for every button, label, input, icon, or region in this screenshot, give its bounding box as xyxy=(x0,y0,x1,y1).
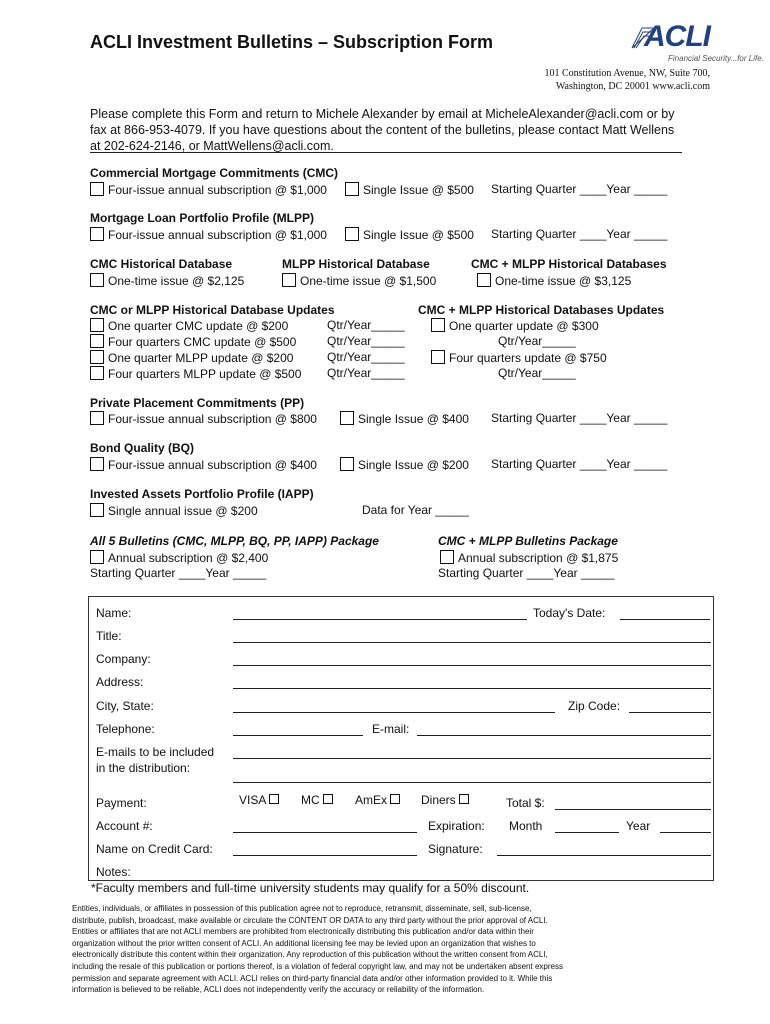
mlpp-starting-quarter[interactable]: Starting Quarter ____Year _____ xyxy=(491,227,668,241)
bq-single-option[interactable]: Single Issue @ $200 xyxy=(340,457,469,472)
checkbox[interactable] xyxy=(90,182,104,196)
city-state-label: City, State: xyxy=(96,699,154,713)
checkbox[interactable] xyxy=(345,227,359,241)
cmc-single-option[interactable]: Single Issue @ $500 xyxy=(345,182,474,197)
todays-date-field[interactable] xyxy=(620,619,710,620)
month-field[interactable] xyxy=(555,832,619,833)
emails-distribution-label-2: in the distribution: xyxy=(96,761,191,775)
qtr-year-field[interactable]: Qtr/Year_____ xyxy=(327,350,405,364)
disclaimer-line: information is believed to be reliable, ACLI does not independently verify the accuracy or reliability of the information. xyxy=(72,985,485,995)
pp-single-option[interactable]: Single Issue @ $400 xyxy=(340,411,469,426)
cmc-mlpp-package-start[interactable]: Starting Quarter ____Year _____ xyxy=(438,566,615,580)
disclaimer-line: organization without the prior written consent of ACLI. An additional licensing fee may be levied upon an organization that wishes to xyxy=(72,938,536,948)
checkbox[interactable] xyxy=(340,411,354,425)
mlpp-single-option[interactable]: Single Issue @ $500 xyxy=(345,227,474,242)
checkbox[interactable] xyxy=(90,227,104,241)
checkbox[interactable] xyxy=(459,794,469,804)
disclaimer-line: permission and separate agreement with ACLI. ACLI relies on third-party financial data and/or other information provided to it. While this xyxy=(72,973,553,983)
mlpp-annual-option[interactable]: Four-issue annual subscription @ $1,000 xyxy=(90,227,327,242)
total-label: Total $: xyxy=(506,796,545,810)
update-option-4[interactable]: Four quarters MLPP update @ $500 xyxy=(90,366,301,381)
acli-logo xyxy=(628,20,764,64)
checkbox[interactable] xyxy=(269,794,279,804)
checkbox[interactable] xyxy=(90,318,104,332)
bq-starting-quarter[interactable]: Starting Quarter ____Year _____ xyxy=(491,457,668,471)
intro-paragraph: Please complete this Form and return to Michele Alexander by email at MicheleAlexander@acli.com or by fax at 866-953-4079. If you have questions about the content of the bulletins, please contact Matt Wellens at 202-624-2146, or MattWellens@acli.com. xyxy=(90,107,675,153)
both-historical-option[interactable]: One-time issue @ $3,125 xyxy=(477,273,631,288)
checkbox[interactable] xyxy=(431,318,445,332)
telephone-label: Telephone: xyxy=(96,722,155,736)
total-field[interactable] xyxy=(555,809,711,810)
update-option-2[interactable]: Four quarters CMC update @ $500 xyxy=(90,334,296,349)
notes-label: Notes: xyxy=(96,865,131,879)
checkbox[interactable] xyxy=(90,334,104,348)
qtr-year-field[interactable]: Qtr/Year_____ xyxy=(498,334,576,348)
iapp-heading: Invested Assets Portfolio Profile (IAPP) xyxy=(90,487,314,501)
disclaimer-line: Entities, individuals, or affiliates in possession of this publication agree not to reproduce, retransmit, disseminate, sell, sub-license, xyxy=(72,904,532,913)
address-line-2: Washington, DC 20001 www.acli.com xyxy=(555,81,710,92)
checkbox[interactable] xyxy=(345,182,359,196)
cmc-annual-option[interactable]: Four-issue annual subscription @ $1,000 xyxy=(90,182,327,197)
checkbox[interactable] xyxy=(340,457,354,471)
faculty-discount-note: *Faculty members and full-time university students may qualify for a 50% discount. xyxy=(91,881,530,895)
zip-label: Zip Code: xyxy=(568,699,621,713)
email-label: E-mail: xyxy=(372,722,410,736)
cmc-historical-heading: CMC Historical Database xyxy=(90,257,233,271)
title-label: Title: xyxy=(96,629,122,643)
qtr-year-field[interactable]: Qtr/Year_____ xyxy=(498,366,576,380)
disclaimer-line: distribute, publish, broadcast, make available or circulate the CONTENT OR DATA to any third party without the prior approval of ACLI. xyxy=(72,915,548,925)
both-historical-heading: CMC + MLPP Historical Databases xyxy=(471,257,667,271)
company-field[interactable] xyxy=(233,665,711,666)
name-field[interactable] xyxy=(233,619,527,620)
address-line-1: 101 Constitution Avenue, NW, Suite 700, xyxy=(544,68,710,79)
company-label: Company: xyxy=(96,652,151,666)
checkbox[interactable] xyxy=(440,550,454,564)
name-on-card-field[interactable] xyxy=(233,855,417,856)
month-label: Month xyxy=(509,819,543,833)
checkbox[interactable] xyxy=(90,550,104,564)
address-label: Address: xyxy=(96,675,144,689)
checkbox[interactable] xyxy=(323,794,333,804)
pp-annual-option[interactable]: Four-issue annual subscription @ $800 xyxy=(90,411,317,426)
cmc-historical-option[interactable]: One-time issue @ $2,125 xyxy=(90,273,244,288)
combined-update-option-2[interactable]: Four quarters update @ $750 xyxy=(431,350,607,365)
logo-text: ACLI xyxy=(644,20,710,53)
update-option-3[interactable]: One quarter MLPP update @ $200 xyxy=(90,350,293,365)
mc-option[interactable]: MC xyxy=(301,793,333,807)
disclaimer-line: including the resale of this publication or portions thereof, is a violation of federal copyright law, and may not be undertaken absent express xyxy=(72,962,563,971)
checkbox[interactable] xyxy=(477,273,491,287)
checkbox[interactable] xyxy=(90,273,104,287)
bq-heading: Bond Quality (BQ) xyxy=(90,441,194,455)
pp-heading: Private Placement Commitments (PP) xyxy=(90,396,305,410)
qtr-year-field[interactable]: Qtr/Year_____ xyxy=(327,318,405,332)
logo-tagline: Financial Security...for Life. xyxy=(668,54,764,63)
emails-distribution-field-2[interactable] xyxy=(233,782,711,783)
year-label: Year xyxy=(626,819,651,833)
cmc-mlpp-package-heading: CMC + MLPP Bulletins Package xyxy=(438,534,618,548)
account-field[interactable] xyxy=(233,832,417,833)
signature-label: Signature: xyxy=(428,842,483,856)
disclaimer-line: Entities or affiliates that are not ACLI members are prohibited from electronically distributing this publication and/or data within their xyxy=(72,927,534,937)
mlpp-historical-option[interactable]: One-time issue @ $1,500 xyxy=(282,273,436,288)
expiration-label: Expiration: xyxy=(428,819,485,833)
year-field[interactable] xyxy=(660,832,711,833)
name-on-card-label: Name on Credit Card: xyxy=(96,842,213,856)
checkbox[interactable] xyxy=(282,273,296,287)
city-state-field[interactable] xyxy=(233,712,555,713)
account-label: Account #: xyxy=(96,819,153,833)
todays-date-label: Today's Date: xyxy=(533,606,606,620)
telephone-field[interactable] xyxy=(233,735,363,736)
title-field[interactable] xyxy=(233,642,711,643)
cmc-mlpp-package-option[interactable]: Annual subscription @ $1,875 xyxy=(440,550,618,565)
name-label: Name: xyxy=(96,606,132,620)
iapp-annual-option[interactable]: Single annual issue @ $200 xyxy=(90,503,258,518)
disclaimer-line: electronically distribute this content within their organization. Any reproduction of this publication without the written consent from ACLI, xyxy=(72,950,548,960)
combined-update-option-1[interactable]: One quarter update @ $300 xyxy=(431,318,599,333)
bq-annual-option[interactable]: Four-issue annual subscription @ $400 xyxy=(90,457,317,472)
mlpp-historical-heading: MLPP Historical Database xyxy=(282,257,430,271)
page-title: ACLI Investment Bulletins – Subscription Form xyxy=(90,32,494,52)
checkbox[interactable] xyxy=(390,794,400,804)
checkbox[interactable] xyxy=(431,350,445,364)
address-field[interactable] xyxy=(233,688,711,689)
signature-field[interactable] xyxy=(497,855,711,856)
divider xyxy=(90,152,682,153)
mlpp-heading: Mortgage Loan Portfolio Profile (MLPP) xyxy=(90,211,314,225)
all-bulletins-option[interactable]: Annual subscription @ $2,400 xyxy=(90,550,268,565)
checkbox[interactable] xyxy=(90,350,104,364)
emails-distribution-field-1[interactable] xyxy=(233,758,711,759)
pp-starting-quarter[interactable]: Starting Quarter ____Year _____ xyxy=(491,411,668,425)
cmc-starting-quarter[interactable]: Starting Quarter ____Year _____ xyxy=(491,182,668,196)
all-bulletins-heading: All 5 Bulletins (CMC, MLPP, BQ, PP, IAPP) Package xyxy=(90,534,379,548)
checkbox[interactable] xyxy=(90,366,104,380)
iapp-data-year[interactable]: Data for Year _____ xyxy=(362,503,469,517)
combined-updates-heading: CMC + MLPP Historical Databases Updates xyxy=(418,303,665,317)
cmc-heading: Commercial Mortgage Commitments (CMC) xyxy=(90,166,339,180)
updates-heading: CMC or MLPP Historical Database Updates xyxy=(90,303,335,317)
checkbox[interactable] xyxy=(90,503,104,517)
update-option-1[interactable]: One quarter CMC update @ $200 xyxy=(90,318,288,333)
email-field[interactable] xyxy=(417,735,711,736)
zip-field[interactable] xyxy=(629,712,711,713)
visa-option[interactable]: VISA xyxy=(239,793,279,807)
checkbox[interactable] xyxy=(90,411,104,425)
diners-option[interactable]: Diners xyxy=(421,793,469,807)
amex-option[interactable]: AmEx xyxy=(355,793,400,807)
qtr-year-field[interactable]: Qtr/Year_____ xyxy=(327,334,405,348)
payment-label: Payment: xyxy=(96,796,147,810)
checkbox[interactable] xyxy=(90,457,104,471)
all-bulletins-start[interactable]: Starting Quarter ____Year _____ xyxy=(90,566,267,580)
qtr-year-field[interactable]: Qtr/Year_____ xyxy=(327,366,405,380)
emails-distribution-label-1: E-mails to be included xyxy=(96,745,215,759)
contact-form-box xyxy=(88,596,714,881)
